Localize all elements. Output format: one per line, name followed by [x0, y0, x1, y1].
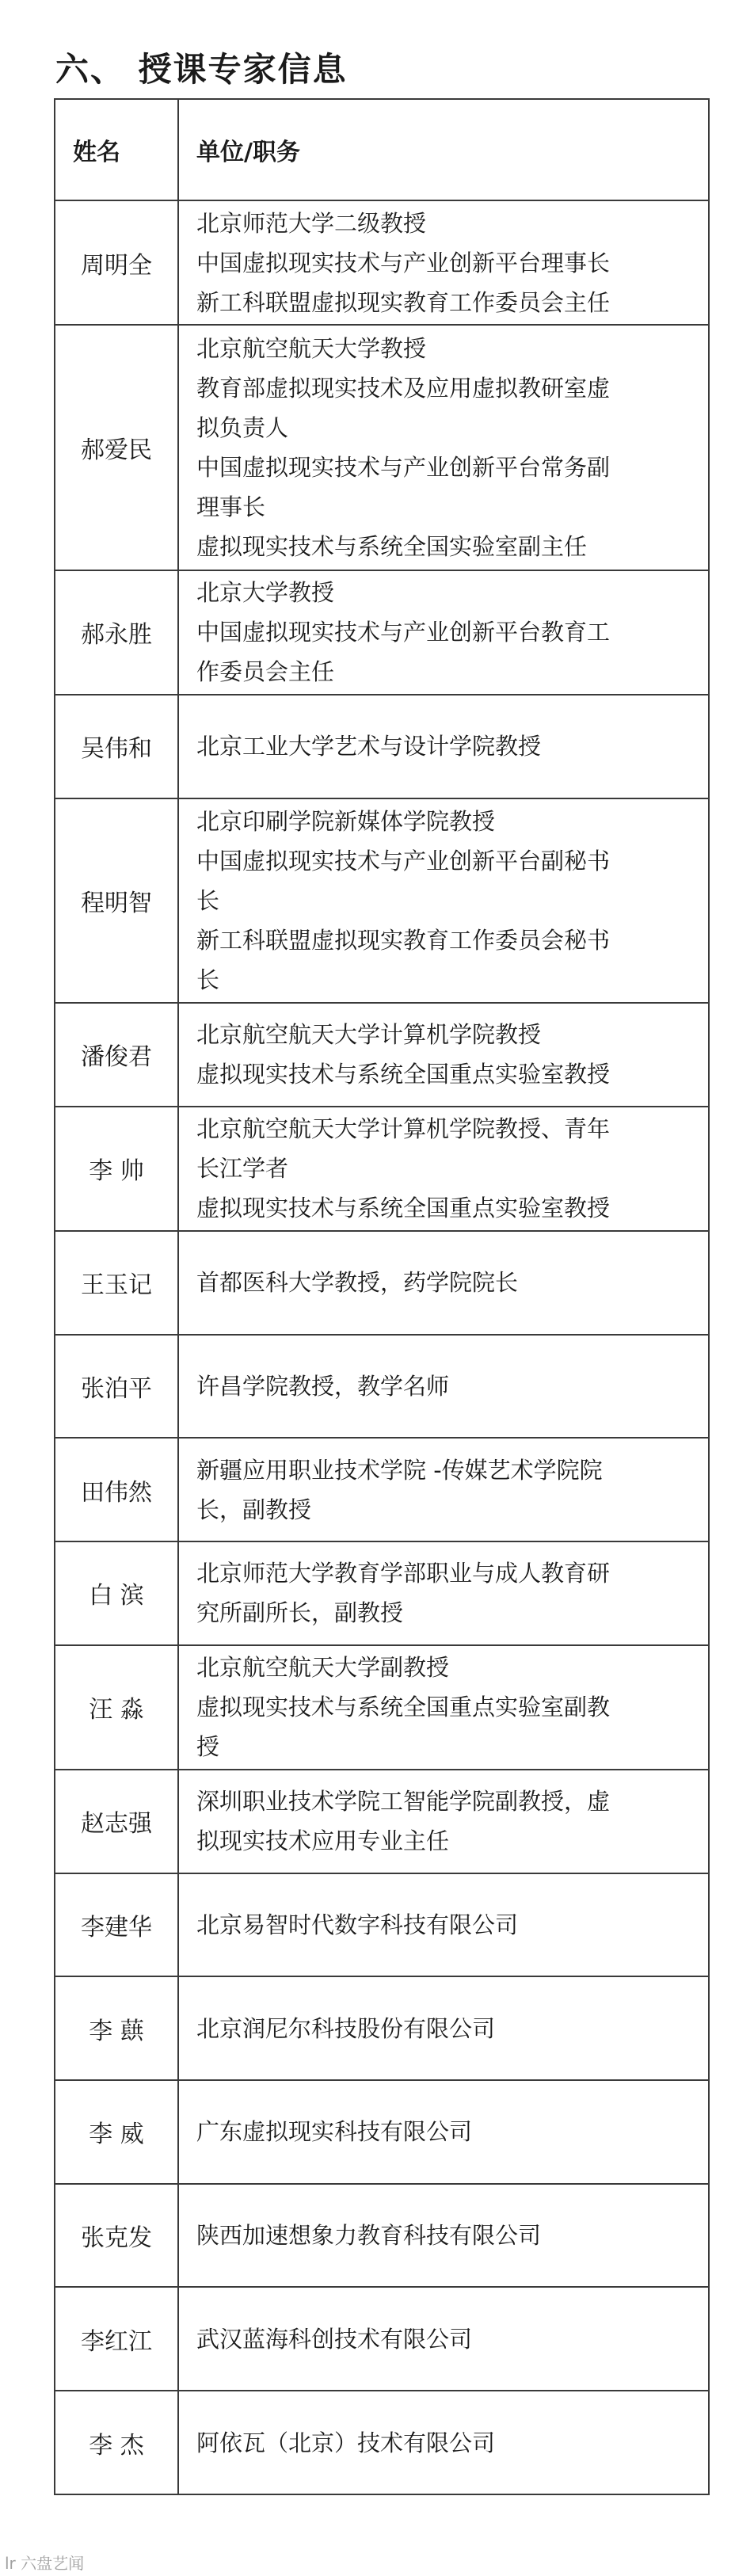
expert-name: 李 帅 — [55, 1107, 178, 1231]
affiliation-line: 授 — [196, 1733, 220, 1761]
affiliation-line: 新工科联盟虚拟现实教育工作委员会秘书 — [196, 926, 611, 954]
expert-affiliation — [178, 2287, 709, 2391]
affiliation-line: 长 — [196, 886, 220, 914]
header-name: 姓名 — [55, 99, 178, 200]
table-row — [55, 570, 709, 695]
expert-affiliation — [178, 1873, 709, 1977]
expert-name: 王玉记 — [55, 1231, 178, 1335]
table-row — [55, 1541, 709, 1645]
expert-affiliation — [178, 325, 709, 570]
affiliation-line: 陕西加速想象力教育科技有限公司 — [196, 2222, 542, 2250]
affiliation-line: 北京师范大学二级教授 — [196, 209, 427, 237]
affiliation-line: 教育部虚拟现实技术及应用虚拟教研室虚 — [196, 374, 611, 402]
table-row — [55, 2391, 709, 2494]
affiliation-line: 拟现实技术应用专业主任 — [196, 1827, 450, 1855]
expert-name: 赵志强 — [55, 1770, 178, 1873]
affiliation-line: 究所副所长，副教授 — [196, 1599, 404, 1627]
table-row — [55, 1438, 709, 1541]
expert-affiliation — [178, 1231, 709, 1335]
expert-affiliation — [178, 1335, 709, 1439]
table-row — [55, 2184, 709, 2288]
expert-affiliation — [178, 1976, 709, 2080]
expert-affiliation — [178, 798, 709, 1003]
affiliation-line: 长江学者 — [196, 1155, 289, 1183]
expert-name: 李建华 — [55, 1873, 178, 1977]
table-row — [55, 1003, 709, 1107]
table-body — [55, 200, 709, 2494]
table-row — [55, 1873, 709, 1977]
affiliation-line: 中国虚拟现实技术与产业创新平台教育工 — [196, 619, 611, 646]
expert-affiliation — [178, 695, 709, 798]
affiliation-line: 北京润尼尔科技股份有限公司 — [196, 2014, 496, 2042]
affiliation-line: 新疆应用职业技术学院 -传媒艺术学院院 — [196, 1456, 603, 1484]
expert-name: 程明智 — [55, 798, 178, 1003]
header-affiliation: 单位/职务 — [178, 99, 709, 200]
table-row — [55, 1335, 709, 1439]
table-row — [55, 1231, 709, 1335]
table-row — [55, 1107, 709, 1231]
table-row — [55, 798, 709, 1003]
expert-affiliation — [178, 1438, 709, 1541]
affiliation-line: 阿依瓦（北京）技术有限公司 — [196, 2429, 496, 2456]
affiliation-line: 北京工业大学艺术与设计学院教授 — [196, 733, 542, 760]
affiliation-line: 虚拟现实技术与系统全国重点实验室副教 — [196, 1694, 611, 1721]
affiliation-line: 中国虚拟现实技术与产业创新平台副秘书 — [196, 847, 611, 875]
affiliation-line: 长 — [196, 966, 220, 993]
table-row — [55, 1976, 709, 2080]
affiliation-line: 北京印刷学院新媒体学院教授 — [196, 807, 496, 835]
expert-name: 汪 淼 — [55, 1645, 178, 1770]
affiliation-line: 首都医科大学教授，药学院院长 — [196, 1269, 519, 1297]
affiliation-line: 虚拟现实技术与系统全国重点实验室教授 — [196, 1061, 611, 1088]
expert-name: 郝永胜 — [55, 570, 178, 695]
affiliation-line: 深圳职业技术学院工智能学院副教授，虚 — [196, 1788, 611, 1816]
table-row — [55, 695, 709, 798]
affiliation-line: 北京航空航天大学副教授 — [196, 1654, 450, 1682]
expert-affiliation — [178, 1107, 709, 1231]
expert-name: 李 蕻 — [55, 1976, 178, 2080]
affiliation-line: 武汉蓝海科创技术有限公司 — [196, 2325, 473, 2353]
affiliation-line: 许昌学院教授，教学名师 — [196, 1372, 450, 1400]
expert-name: 张泊平 — [55, 1335, 178, 1439]
affiliation-line: 新工科联盟虚拟现实教育工作委员会主任 — [196, 288, 611, 316]
watermark: lr 六盘艺闻 — [5, 2554, 85, 2573]
expert-name: 田伟然 — [55, 1438, 178, 1541]
expert-name: 李 杰 — [55, 2391, 178, 2494]
affiliation-line: 北京航空航天大学教授 — [196, 334, 427, 362]
expert-affiliation — [178, 1541, 709, 1645]
affiliation-line: 广东虚拟现实科技有限公司 — [196, 2118, 473, 2146]
affiliation-line: 北京航空航天大学计算机学院教授、青年 — [196, 1115, 611, 1143]
affiliation-line: 虚拟现实技术与系统全国重点实验室教授 — [196, 1195, 611, 1222]
expert-affiliation — [178, 1770, 709, 1873]
expert-affiliation — [178, 2080, 709, 2184]
expert-name: 吴伟和 — [55, 695, 178, 798]
table-row — [55, 200, 709, 325]
expert-name: 潘俊君 — [55, 1003, 178, 1107]
table-row — [55, 325, 709, 570]
affiliation-line: 北京易智时代数字科技有限公司 — [196, 1911, 519, 1939]
expert-affiliation — [178, 2184, 709, 2288]
expert-name: 郝爱民 — [55, 325, 178, 570]
expert-table — [54, 98, 710, 2495]
affiliation-line: 长，副教授 — [196, 1496, 312, 1523]
affiliation-line: 北京大学教授 — [196, 579, 335, 607]
expert-affiliation — [178, 570, 709, 695]
expert-name: 周明全 — [55, 200, 178, 325]
expert-affiliation — [178, 1645, 709, 1770]
affiliation-line: 虚拟现实技术与系统全国实验室副主任 — [196, 532, 588, 560]
expert-affiliation — [178, 200, 709, 325]
affiliation-line: 北京师范大学教育学部职业与成人教育研 — [196, 1560, 611, 1587]
affiliation-line: 中国虚拟现实技术与产业创新平台常务副 — [196, 453, 611, 481]
affiliation-line: 作委员会主任 — [196, 658, 335, 686]
affiliation-line: 中国虚拟现实技术与产业创新平台理事长 — [196, 249, 611, 276]
affiliation-line: 拟负责人 — [196, 413, 289, 441]
table-header-row — [55, 99, 709, 200]
expert-affiliation — [178, 2391, 709, 2494]
page-title: 六、 授课专家信息 — [55, 50, 348, 89]
expert-name: 张克发 — [55, 2184, 178, 2288]
table-row — [55, 1645, 709, 1770]
affiliation-line: 理事长 — [196, 493, 266, 520]
expert-name: 白 滨 — [55, 1541, 178, 1645]
table-row — [55, 2287, 709, 2391]
expert-name: 李红江 — [55, 2287, 178, 2391]
affiliation-line: 北京航空航天大学计算机学院教授 — [196, 1021, 542, 1049]
expert-name: 李 威 — [55, 2080, 178, 2184]
table-row — [55, 2080, 709, 2184]
table-row — [55, 1770, 709, 1873]
expert-affiliation — [178, 1003, 709, 1107]
